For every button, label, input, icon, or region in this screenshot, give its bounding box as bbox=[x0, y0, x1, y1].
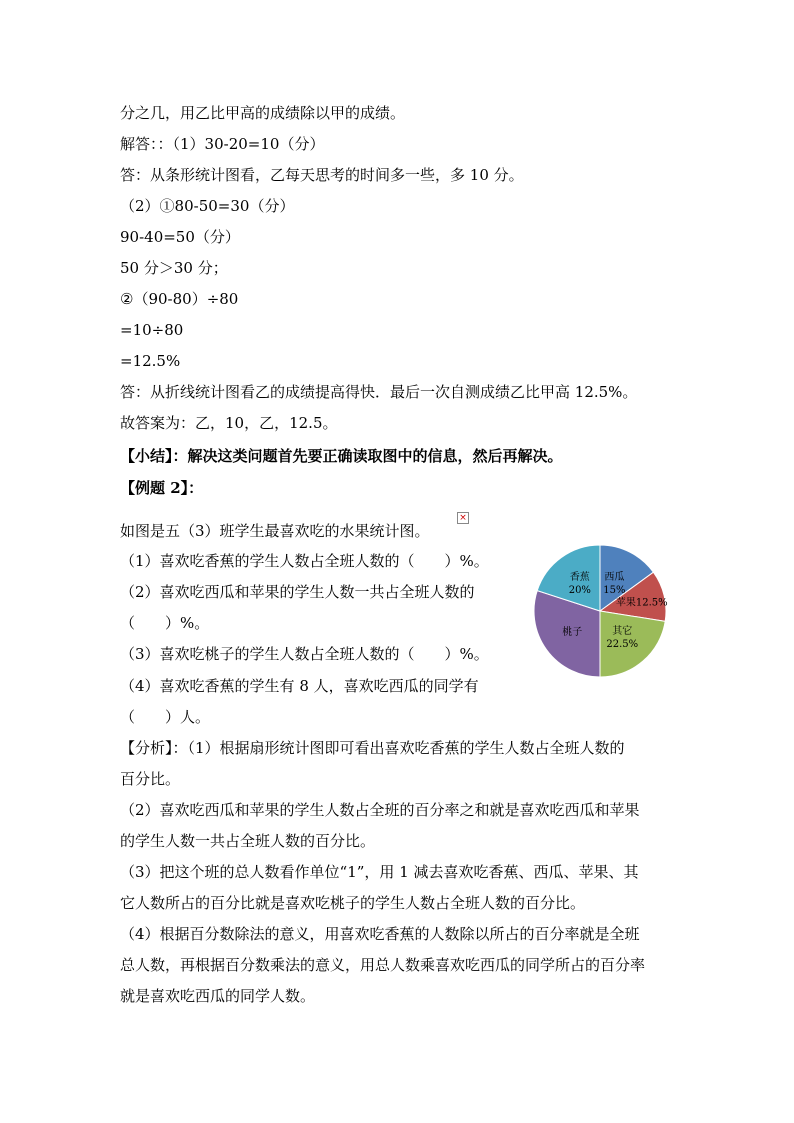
pie-label-2: 其它 bbox=[612, 626, 633, 638]
pie-value-label-0: 15% bbox=[603, 584, 626, 596]
pie-value-label-2: 22.5% bbox=[606, 639, 639, 651]
pie-label-0: 西瓜 bbox=[604, 571, 625, 583]
pie-value-label-4: 20% bbox=[568, 585, 591, 597]
analysis-line: （3）把这个班的总人数看作单位“1”，用 1 减去喜欢吃香蕉、西瓜、苹果、其 bbox=[120, 863, 639, 881]
analysis-line: 百分比。 bbox=[120, 770, 181, 788]
analysis-line: 它人数所占的百分比就是喜欢吃桃子的学生人数占全班人数的百分比。 bbox=[120, 894, 586, 912]
pie-label-1: 苹果12.5% bbox=[615, 597, 668, 609]
question-line: （ ）人。 bbox=[120, 708, 211, 726]
analysis-line: 【分析】：（1）根据扇形统计图即可看出喜欢吃香蕉的学生人数占全班人数的 bbox=[120, 739, 625, 757]
text-line: 解答：：（1）30-20=10（分） bbox=[120, 135, 325, 153]
question-line: （2）喜欢吃西瓜和苹果的学生人数一共占全班人数的 bbox=[120, 583, 475, 601]
summary-heading: 【小结】：解决这类问题首先要正确读取图中的信息，然后再解决。 bbox=[120, 447, 563, 465]
text-line: （2）①80-50=30（分） bbox=[120, 197, 295, 215]
text-line: 50 分＞30 分； bbox=[120, 259, 228, 277]
pie-label-4: 香蕉 bbox=[569, 572, 590, 584]
analysis-line: 总人数，再根据百分数乘法的意义，用总人数乘喜欢吃西瓜的同学所占的百分率 bbox=[120, 956, 646, 974]
text-line: 90-40=50（分） bbox=[120, 228, 240, 246]
fruit-pie-chart bbox=[528, 543, 672, 679]
text-line: 分之几，用乙比甲高的成绩除以甲的成绩。 bbox=[120, 104, 406, 122]
example-heading: 【例题 2】： bbox=[120, 479, 204, 497]
analysis-line: （4）根据百分数除法的意义，用喜欢吃香蕉的人数除以所占的百分率就是全班 bbox=[120, 925, 640, 943]
text-line: =10÷80 bbox=[120, 321, 184, 339]
question-intro: 如图是五（3）班学生最喜欢吃的水果统计图。 bbox=[120, 522, 430, 540]
question-line: （3）喜欢吃桃子的学生人数占全班人数的（ ）%。 bbox=[120, 645, 489, 663]
analysis-line: （2）喜欢吃西瓜和苹果的学生人数占全班的百分率之和就是喜欢吃西瓜和苹果 bbox=[120, 801, 640, 819]
text-line: ②（90-80）÷80 bbox=[120, 290, 239, 308]
text-line: =12.5% bbox=[120, 352, 181, 370]
question-line: （4）喜欢吃香蕉的学生有 8 人，喜欢吃西瓜的同学有 bbox=[120, 677, 479, 695]
question-line: （ ）%。 bbox=[120, 614, 210, 632]
text-line: 故答案为：乙，10，乙，12.5。 bbox=[120, 414, 338, 432]
analysis-line: 就是喜欢吃西瓜的同学人数。 bbox=[120, 987, 316, 1005]
pie-label-3: 桃子 bbox=[562, 627, 583, 639]
text-line: 答：从折线统计图看乙的成绩提高得快．最后一次自测成绩乙比甲高 12.5%。 bbox=[120, 383, 638, 401]
analysis-line: 的学生人数一共占全班人数的百分比。 bbox=[120, 832, 376, 850]
broken-image-icon: × bbox=[457, 512, 469, 524]
text-line: 答：从条形统计图看，乙每天思考的时间多一些，多 10 分。 bbox=[120, 166, 524, 184]
question-line: （1）喜欢吃香蕉的学生人数占全班人数的（ ）%。 bbox=[120, 552, 489, 570]
